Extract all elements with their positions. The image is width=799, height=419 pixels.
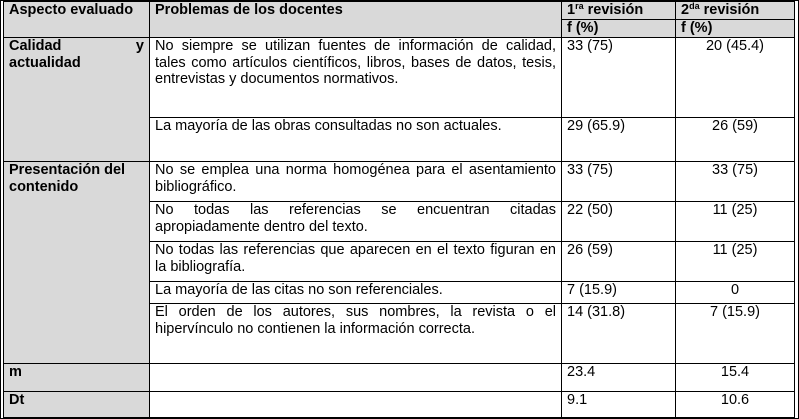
header-problemas: Problemas de los docentes [150, 2, 562, 38]
problem-cell: No siempre se utilizan fuentes de información de calidad, tales como artículos científicos, libros, bases de datos, tesis, entrevistas y documentos normativos. [150, 38, 562, 118]
rev1-cell: 7 (15.9) [562, 282, 676, 304]
rev2-cell: 11 (25) [676, 202, 795, 242]
stat-rev1: 23.4 [562, 364, 676, 392]
stats-row-dt [4, 392, 795, 418]
rev2-cell: 0 [676, 282, 795, 304]
problem-cell: El orden de los autores, sus nombres, la revista o el hipervínculo no contienen la información correcta. [150, 304, 562, 364]
rev1-cell: 22 (50) [562, 202, 676, 242]
problem-cell: No se emplea una norma homogénea para el asentamiento bibliográfico. [150, 162, 562, 202]
revision-table [3, 1, 795, 418]
rev1-cell: 26 (59) [562, 242, 676, 282]
problem-cell: La mayoría de las citas no son referenciales. [150, 282, 562, 304]
problem-cell: La mayoría de las obras consultadas no son actuales. [150, 118, 562, 162]
header-row [4, 2, 795, 20]
rev2-cell: 7 (15.9) [676, 304, 795, 364]
aspect-presentacion: Presentación del contenido [4, 162, 150, 364]
table-row [4, 162, 795, 202]
stats-row-m [4, 364, 795, 392]
header-revision-2: $2^{da}$ revisión [676, 2, 795, 20]
stat-label: Dt [4, 392, 150, 418]
stat-empty [150, 392, 562, 418]
rev2-cell: 26 (59) [676, 118, 795, 162]
aspect-calidad: Calidad y actualidad [4, 38, 150, 162]
stat-rev2: 10.6 [676, 392, 795, 418]
rev1-cell: 29 (65.9) [562, 118, 676, 162]
stat-rev2: 15.4 [676, 364, 795, 392]
rev2-cell: 20 (45.4) [676, 38, 795, 118]
header-freq-1: f (%) [562, 20, 676, 38]
problem-cell: No todas las referencias se encuentran citadas apropiadamente dentro del texto. [150, 202, 562, 242]
rev2-cell: 11 (25) [676, 242, 795, 282]
stat-label: m [4, 364, 150, 392]
rev1-cell: 33 (75) [562, 38, 676, 118]
problem-cell: No todas las referencias que aparecen en el texto figuran en la bibliografía. [150, 242, 562, 282]
stat-rev1: 9.1 [562, 392, 676, 418]
header-freq-2: f (%) [676, 20, 795, 38]
rev1-cell: 33 (75) [562, 162, 676, 202]
header-revision-1: $1^{ra}$ revisión [562, 2, 676, 20]
header-aspecto: Aspecto evaluado [4, 2, 150, 38]
rev2-cell: 33 (75) [676, 162, 795, 202]
rev1-cell: 14 (31.8) [562, 304, 676, 364]
table-row [4, 38, 795, 118]
stat-empty [150, 364, 562, 392]
